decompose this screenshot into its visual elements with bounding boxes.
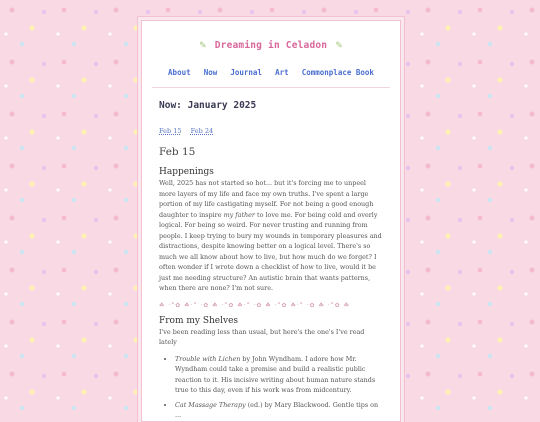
nav-art[interactable]: Art [275, 68, 289, 77]
page-title: Now: January 2025 [159, 100, 257, 111]
book-title: Cat Massage Therapy [175, 400, 246, 409]
pencil-icon: ✎ [199, 41, 207, 51]
main-nav [142, 60, 400, 79]
nav-about[interactable]: About [168, 68, 191, 77]
happenings-heading: Happenings [159, 167, 214, 177]
happenings-text-part: to love me. For being cold and overly logical. For being so weird. For never trusting and running from people. I keep trying to bury my wounds in temporary pleasures and distractions, despite knowing better on a logical level. There's so much we all know about how to live, but how much do we forget? I often wonder if I wrote down a checklist of how to live, would it be just me needing structure? An autistic brain that wants patterns, when there are none? I'm not sure. [159, 210, 382, 292]
nav-now[interactable]: Now [203, 68, 218, 77]
shelves-intro: I've been reading less than usual, but here's the one's I've read lately [159, 327, 365, 346]
list-item [175, 354, 382, 396]
book-note: (ed.) by Mary Blackwood. Gentle tips on ... [175, 400, 379, 419]
book-title: Trouble with Lichen [175, 354, 241, 363]
page-card [141, 20, 401, 422]
nav-journal[interactable]: Journal [230, 68, 262, 77]
site-title[interactable]: Dreaming in Celadon [214, 40, 328, 51]
happenings-text-part: Well, 2025 has not started so hot... but it's forcing me to unpeel more layers of my life and face my own truths. I've spent a large portion of my life castigating myself. For not being a good enough daughter to inspire [159, 179, 374, 219]
site-header [142, 21, 400, 52]
entry-date: Feb 15 [159, 146, 196, 158]
shelves-heading: From my Shelves [159, 315, 239, 326]
happenings-text [159, 178, 382, 294]
nav-commonplace-book[interactable]: Commonplace Book [301, 68, 374, 77]
header-divider [152, 87, 390, 88]
list-item [175, 400, 382, 421]
date-link-feb-15[interactable]: Feb 15 [159, 127, 182, 135]
date-link-feb-24[interactable]: Feb 24 [190, 127, 214, 135]
happenings-emphasis: my father [223, 210, 255, 219]
main-content [142, 100, 400, 421]
book-note: by John Wyndham. I adore how Mr. Wyndham could take a premise and build a realistic public reaction to it. His incisive writing about human nature stands true to this day, even if his work was from midcentury. [175, 354, 376, 394]
date-links [159, 118, 382, 137]
sparkle-divider: ☘ ·°✿ ☘·° ·✿ ☘ ·°✿ ☘·° ·✿ ☘ ·°✿ ☘·° ·✿ ☘ ·°✿ ☘ [159, 301, 350, 309]
book-list [159, 354, 382, 421]
pencil-icon: ✎ [335, 41, 343, 51]
